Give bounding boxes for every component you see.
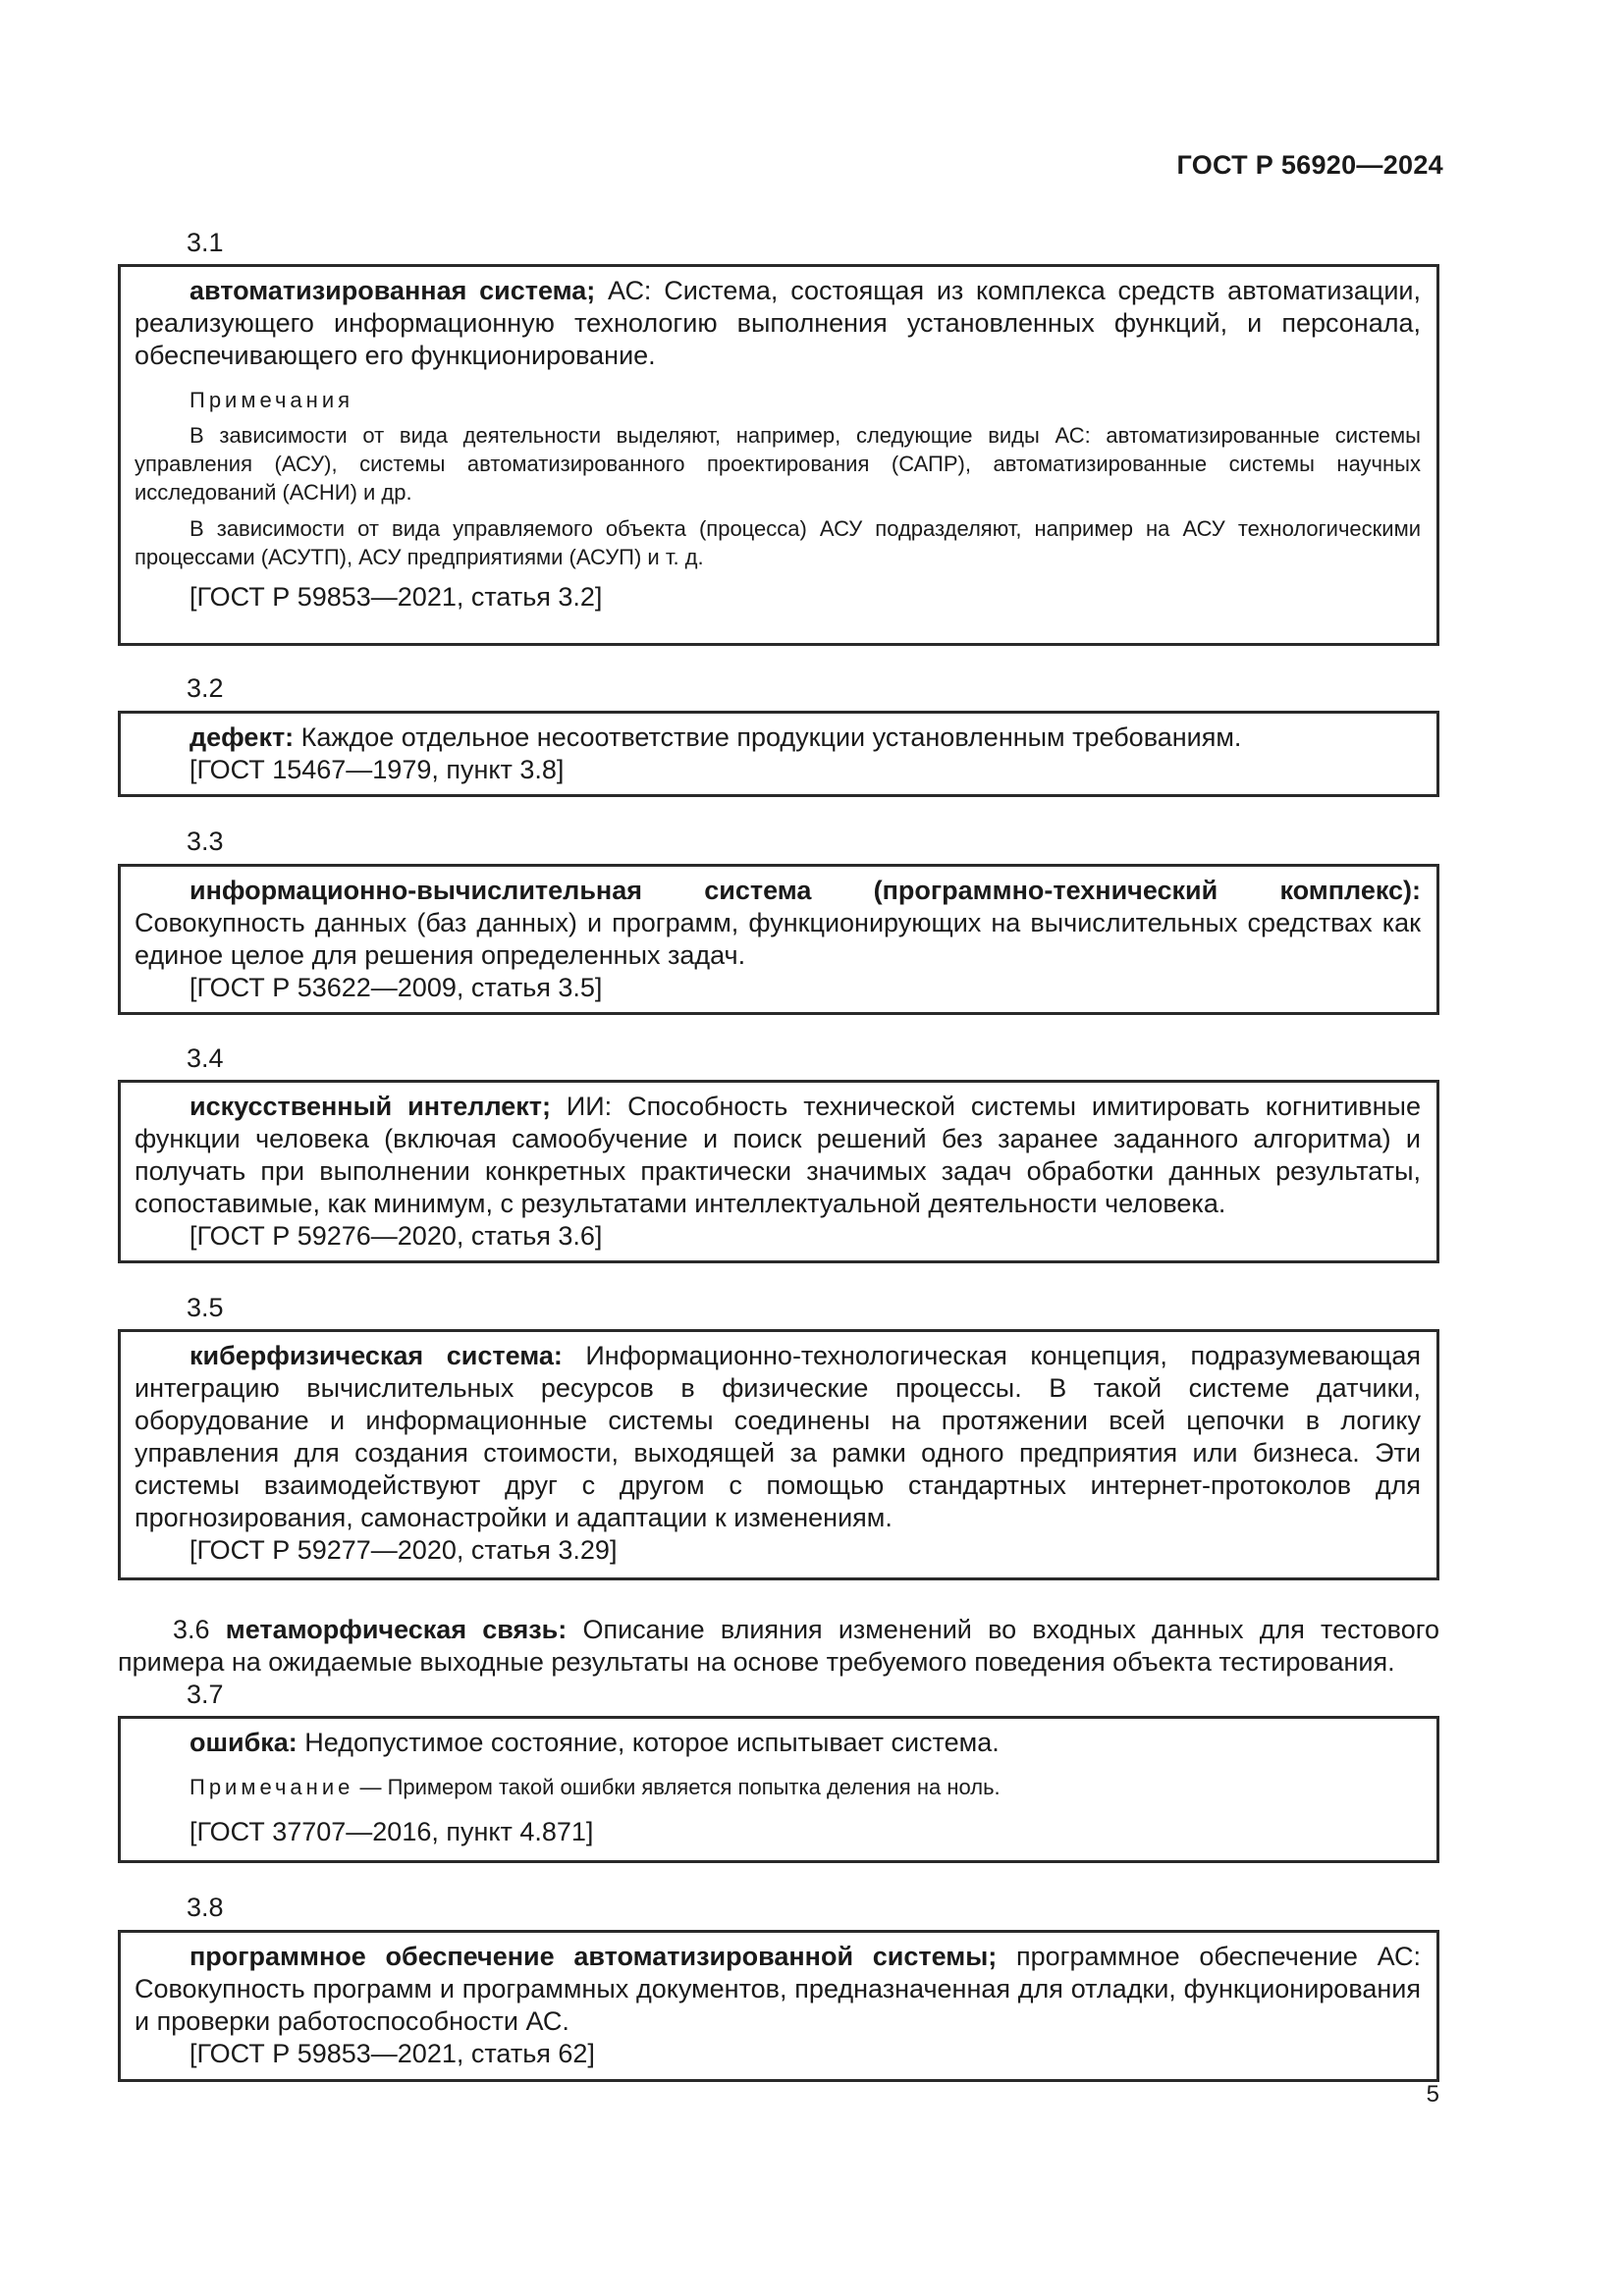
term-definition	[135, 875, 1421, 972]
definition-text: программное обеспечение АС: Совокупность программ и программных документов, предназначенная для отладки, функционирования и проверки работоспособности АС.	[135, 1942, 1422, 2036]
term-definition	[135, 1091, 1421, 1220]
definition-text: ИИ: Способность технической системы имитировать когнитивные функции человека (включая самообучение и поиск решений без заранее заданного алгоритма) и получать при выполнении конкретных практически значимых задач обработки данных результаты, сопоставимые, как минимум, с результатами интеллектуальной деятельности человека.	[135, 1092, 1421, 1218]
term-number: 3.2	[187, 673, 224, 703]
term-name: дефект:	[189, 722, 295, 752]
term-number: 3.3	[187, 827, 224, 856]
term-3-6	[118, 1614, 1439, 1679]
term-box-3-8	[118, 1930, 1439, 2082]
term-definition	[135, 721, 1421, 754]
term-box-3-7	[118, 1716, 1439, 1863]
term-source: [ГОСТ 37707—2016, пункт 4.871]	[189, 1817, 594, 1846]
definition-text: Информационно-технологическая концепция, подразумевающая интеграцию вычислительных ресурсов в физические процессы. В такой системе датчики, оборудование и информационные системы соединены на протяжении всей цепочки в логику управления для создания стоимости, выходящей за рамки одного предприятия или бизнеса. Эти системы взаимодействуют друг с другом с помощью стандартных интернет-протоколов для прогнозирования, самонастройки и адаптации к изменениям.	[135, 1341, 1421, 1532]
definition-text: Недопустимое состояние, которое испытывает система.	[297, 1728, 1000, 1757]
term-definition	[135, 1941, 1421, 2038]
term-definition	[118, 1614, 1439, 1679]
term-name: автоматизированная система;	[189, 276, 596, 305]
term-source: [ГОСТ Р 59853—2021, статья 3.2]	[189, 582, 603, 612]
term-name: киберфизическая система:	[189, 1341, 563, 1370]
term-number: 3.6	[173, 1615, 210, 1644]
term-number: 3.7	[187, 1680, 224, 1709]
document-header: ГОСТ Р 56920—2024	[1176, 150, 1443, 180]
term-box-3-5	[118, 1329, 1439, 1580]
term-box-3-3	[118, 864, 1439, 1015]
definition-text: Каждое отдельное несоответствие продукции установленным требованиям.	[294, 722, 1242, 752]
page-number: 5	[1426, 2081, 1439, 2108]
term-name: программное обеспечение автоматизированной системы;	[189, 1942, 998, 1971]
term-source: [ГОСТ Р 53622—2009, статья 3.5]	[189, 973, 603, 1002]
notes-title: Примечания	[189, 388, 354, 412]
term-definition	[135, 1340, 1421, 1534]
inline-note	[189, 1773, 1421, 1802]
note-text: В зависимости от вида управляемого объекта (процесса) АСУ подразделяют, например на АСУ технологическими процессами (АСУТП), АСУ предприятиями (АСУП) и т. д.	[135, 516, 1421, 569]
term-number: 3.5	[187, 1293, 224, 1322]
term-name: искусственный интеллект;	[189, 1092, 551, 1121]
term-name: ошибка:	[189, 1728, 298, 1757]
definition-text: Совокупность данных (баз данных) и программ, функционирующих на вычислительных средствах как единое целое для решения определенных задач.	[135, 908, 1421, 970]
term-source: [ГОСТ Р 59853—2021, статья 62]	[189, 2039, 595, 2068]
term-box-3-4	[118, 1080, 1439, 1263]
definition-text: АС: Система, состоящая из комплекса средств автоматизации, реализующего информационную технологию выполнения установленных функций, и персонала, обеспечивающего его функционирование.	[135, 276, 1421, 370]
note-label: Примечание	[189, 1775, 354, 1799]
term-source: [ГОСТ Р 59276—2020, статья 3.6]	[189, 1221, 603, 1251]
term-number: 3.4	[187, 1043, 224, 1073]
note-text: — Примером такой ошибки является попытка деления на ноль.	[353, 1775, 1001, 1799]
term-number: 3.1	[187, 228, 224, 257]
term-definition	[135, 275, 1421, 372]
term-box-3-2	[118, 711, 1439, 797]
term-name: информационно-вычислительная система (программно-технический комплекс):	[189, 876, 1421, 905]
term-name: метаморфическая связь:	[225, 1615, 568, 1644]
term-box-3-1	[118, 264, 1439, 646]
note-text: В зависимости от вида деятельности выделяют, например, следующие виды АС: автоматизированные системы управления (АСУ), системы автоматизированного проектирования (САПР), автоматизированные системы научных исследований (АСНИ) и др.	[135, 423, 1421, 505]
term-definition	[135, 1727, 1421, 1759]
term-number: 3.8	[187, 1893, 224, 1922]
term-source: [ГОСТ Р 59277—2020, статья 3.29]	[189, 1535, 618, 1565]
definition-text: Описание влияния изменений во входных данных для тестового примера на ожидаемые выходные результаты на основе требуемого поведения объекта тестирования.	[118, 1615, 1439, 1677]
term-source: [ГОСТ 15467—1979, пункт 3.8]	[189, 755, 565, 784]
